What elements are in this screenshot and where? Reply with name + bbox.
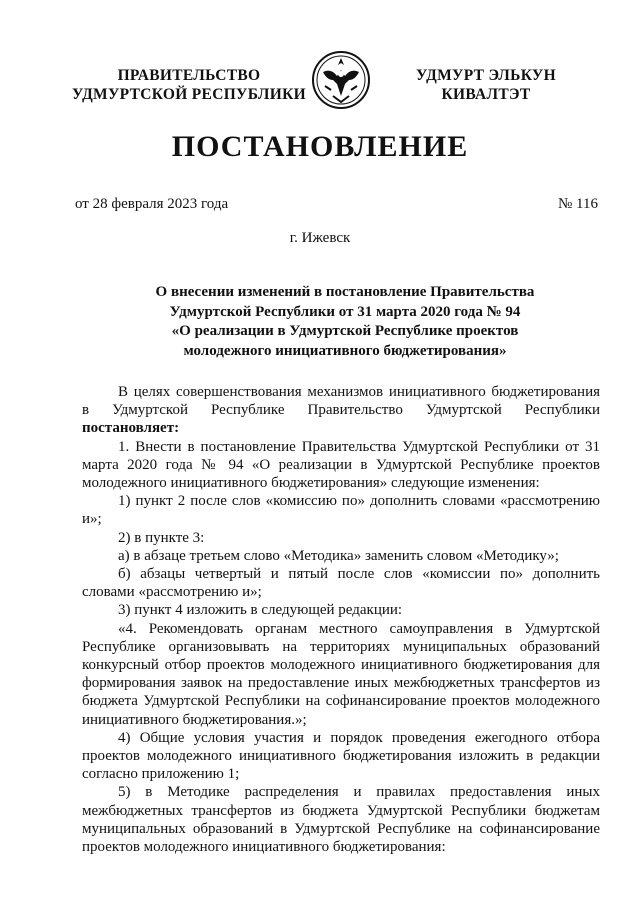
issuer-udmurt-line-2: КИВАЛТЭТ	[441, 86, 531, 103]
document-title: ПОСТАНОВЛЕНИЕ	[171, 130, 469, 163]
issuer-line-1: ПРАВИТЕЛЬСТВО	[117, 67, 261, 84]
paragraph-item-5: 5) в Методике распределения и правилах предоставления иных межбюджетных трансфертов из бюджета Удмуртской Республики бюджетам муниципальных образований в Удмуртской Республике на софинансирование проектов молодежного инициативного бюджетирования:	[82, 784, 600, 856]
subject-line-4: молодежного инициативного бюджетирования»	[183, 342, 507, 359]
paragraph-item-4: 4) Общие условия участия и порядок проведения ежегодного отбора проектов молодежного инициативного бюджетирования изложить в редакции согласно приложению 1;	[82, 729, 600, 783]
document-date: от 28 февраля 2023 года	[75, 196, 229, 212]
intro-paragraph	[82, 383, 600, 438]
paragraph-item-3: 3) пункт 4 изложить в следующей редакции:	[118, 602, 403, 619]
document-body	[82, 383, 600, 856]
subject-line-2: Удмуртской Республики от 31 марта 2020 года № 94	[169, 303, 521, 320]
issuer-udmurt-line-1: УДМУРТ ЭЛЬКУН	[416, 67, 556, 84]
udmurt-coat-of-arms-icon	[311, 50, 371, 110]
paragraph-1: 1. Внести в постановление Правительства Удмуртской Республики от 31 марта 2020 года № 94 «О реализации в Удмуртской Республике проектов молодежного инициативного бюджетирования» следующие изменения:	[82, 438, 600, 492]
paragraph-item-2b: б) абзацы четвертый и пятый после слов «комиссии по» дополнить словами «рассмотрению и»;	[82, 566, 600, 601]
intro-text: В целях совершенствования механизмов инициативного бюджетирования в Удмуртской Республике Правительство Удмуртской Республики	[82, 384, 600, 419]
document-subject	[100, 283, 590, 361]
issuer-line-2: УДМУРТСКОЙ РЕСПУБЛИКИ	[71, 86, 306, 103]
paragraph-item-2: 2) в пункте 3:	[118, 529, 205, 546]
paragraph-item-2a: а) в абзаце третьем слово «Методика» заменить словом «Методику»;	[118, 547, 559, 564]
subject-line-3: «О реализации в Удмуртской Республике проектов	[171, 323, 519, 339]
issuer-name-udmurt	[394, 66, 578, 104]
paragraph-item-1: 1) пункт 2 после слов «комиссию по» дополнить словами «рассмотрению и»;	[82, 493, 600, 528]
subject-line-1: О внесении изменений в постановление Правительства	[155, 284, 535, 300]
document-number: № 116	[557, 196, 598, 212]
paragraph-quoted-4: «4. Рекомендовать органам местного самоуправления в Удмуртской Республике организовывать на территориях муниципальных образований конкурсный отбор проектов молодежного инициативного бюджетирования для формирования заявок на предоставление иных межбюджетных трансфертов из бюджета Удмуртской Республики на софинансирование проектов молодежного инициативного бюджетирования.»;	[82, 620, 600, 728]
issuer-name-russian	[62, 66, 316, 104]
document-city: г. Ижевск	[289, 230, 351, 246]
intro-decree-word: постановляет:	[82, 420, 180, 437]
